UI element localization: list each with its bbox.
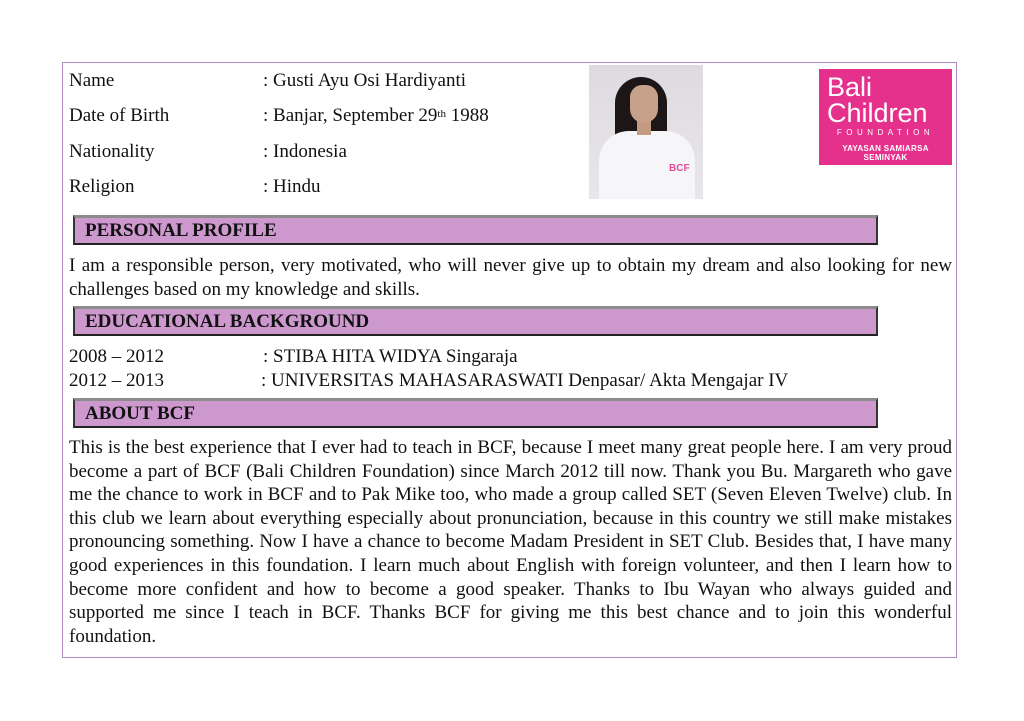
logo-line-2: Children [827,98,928,128]
section-header-personal-profile: PERSONAL PROFILE [73,215,878,245]
logo-line-3: FOUNDATION [836,128,935,137]
photo-face [630,85,658,123]
profile-photo [589,65,703,199]
dob-label: Date of Birth [69,105,170,126]
section-header-education: EDUCATIONAL BACKGROUND [73,306,878,336]
education-school-2: : UNIVERSITAS MAHASARASWATI Denpasar/ Akta Mengajar IV [261,370,789,391]
photo-shirt-text: BCF [669,163,690,174]
logo-line-1: Bali [827,72,873,102]
dob-value [263,105,489,127]
logo-line-4: YAYASAN SAMIARSA SEMINYAK [842,144,929,162]
education-school-1: : STIBA HITA WIDYA Singaraja [263,346,518,367]
about-bcf-text: This is the best experience that I ever had to teach in BCF, because I meet many great people here. I am very proud become a part of BCF (Bali Children Foundation) since March 2012 till now. Thank you Bu. Margareth who gave me the chance to work in BCF and to Pak Mike too, who made a group called SET (Seven Eleven Twelve) club. In this club we learn about everything especially about pronunciation, because in this country we still make mistakes pronouncing something. Now I have a chance to become Madam President in SET Club. Besides that, I have many good experiences in this foundation. I learn much about English with foreign volunteer, and then I learn how to become more confident and how to become a good speaker. Thanks to Ibu Wayan who always guided and supported me since I teach in BCF. Thanks BCF for giving me this best chance and to join this wonderful foundation. [69,437,952,647]
education-years-1: 2008 – 2012 [69,346,164,367]
profile-card [62,62,957,658]
nationality-label: Nationality [69,141,155,162]
name-value: : Gusti Ayu Osi Hardiyanti [263,70,467,91]
bali-children-foundation-logo [819,69,952,165]
dob-value-suffix: 1988 [445,105,489,126]
personal-profile-text: I am a responsible person, very motivated, who will never give up to obtain my dream and also looking for new challenges based on my knowledge and skills. [69,255,952,300]
nationality-value: : Indonesia [263,141,347,162]
name-label: Name [69,70,115,91]
section-header-about-bcf: ABOUT BCF [73,398,878,428]
education-years-2: 2012 – 2013 [69,370,164,391]
religion-value: : Hindu [263,176,321,197]
religion-label: Religion [69,176,135,197]
dob-value-prefix: : Banjar, September 29 [263,105,438,126]
dob-value-sup: th [437,108,446,120]
